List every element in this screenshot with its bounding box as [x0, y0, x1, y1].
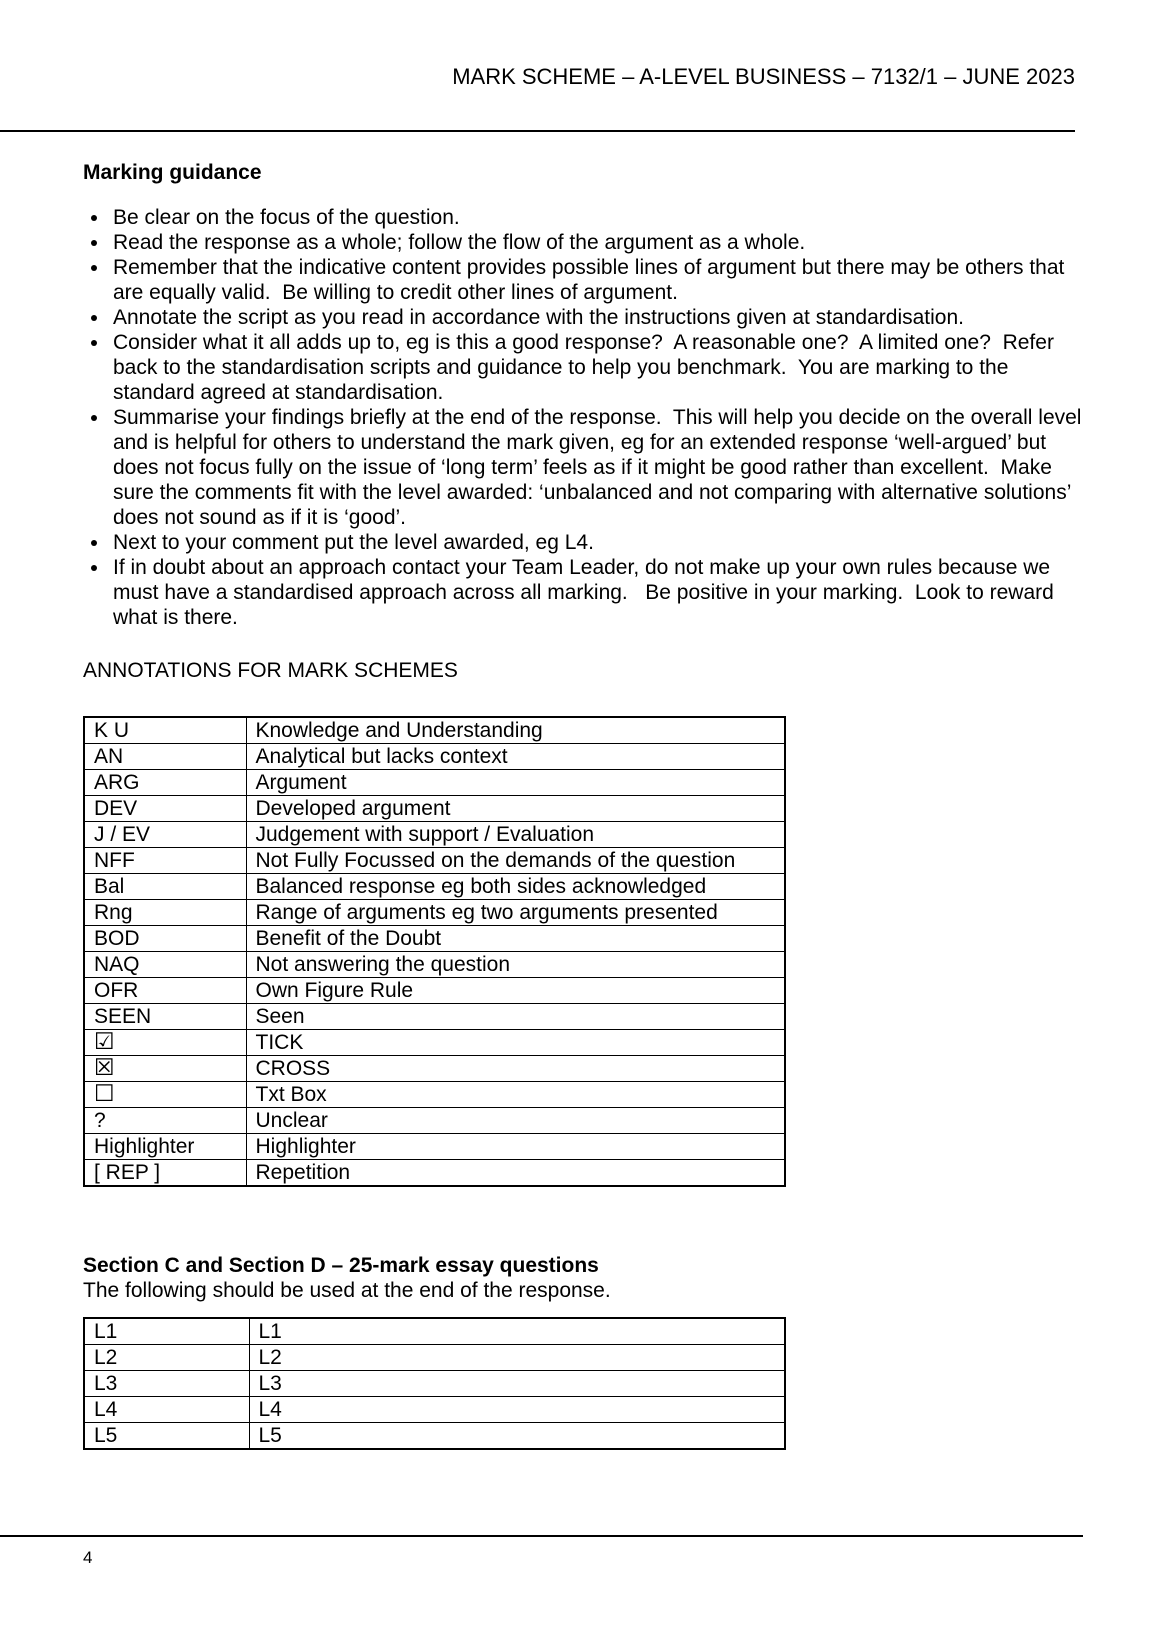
table-row: [84, 1318, 785, 1345]
level-code-cell: L1: [84, 1318, 249, 1345]
annotation-code-cell: Rng: [84, 900, 246, 926]
annotation-code-cell: K U: [84, 717, 246, 744]
annotation-code-cell: J / EV: [84, 822, 246, 848]
table-row: [84, 978, 785, 1004]
level-meaning-cell: L2: [249, 1345, 785, 1371]
annotation-meaning-cell: Highlighter: [246, 1134, 785, 1160]
annotations-heading: ANNOTATIONS FOR MARK SCHEMES: [83, 659, 458, 682]
annotation-code-cell: OFR: [84, 978, 246, 1004]
level-code-cell: L2: [84, 1345, 249, 1371]
annotation-code-cell: SEEN: [84, 1004, 246, 1030]
tick-checkbox-icon: ☑: [84, 1030, 246, 1056]
annotation-meaning-cell: Analytical but lacks context: [246, 744, 785, 770]
marking-guidance-heading: Marking guidance: [83, 161, 262, 184]
list-item: • Consider what it all adds up to, eg is this a good response? A reasonable one? A limited one? Refer back to the standardisation scripts and guidance to help you benchmark. You are marking to the standard agreed at standardisation.: [110, 330, 1083, 405]
annotation-code-cell: NFF: [84, 848, 246, 874]
section-cd-heading: Section C and Section D – 25-mark essay questions: [83, 1254, 599, 1277]
level-meaning-cell: L5: [249, 1423, 785, 1450]
table-row: [84, 1108, 785, 1134]
table-row: [84, 770, 785, 796]
empty-box-icon: ☐: [84, 1082, 246, 1108]
annotation-code-cell: BOD: [84, 926, 246, 952]
table-row: [84, 874, 785, 900]
annotation-code-cell: ?: [84, 1108, 246, 1134]
list-item: • Next to your comment put the level awarded, eg L4.: [110, 530, 1083, 555]
page-number: 4: [83, 1548, 93, 1567]
cross-checkbox-icon: ☒: [84, 1056, 246, 1082]
table-row: [84, 822, 785, 848]
annotation-meaning-cell: Not Fully Focussed on the demands of the question: [246, 848, 785, 874]
table-row: [84, 1004, 785, 1030]
annotation-meaning-cell: Argument: [246, 770, 785, 796]
annotations-table: [83, 716, 786, 1187]
table-row: [84, 1423, 785, 1450]
table-row: [84, 1345, 785, 1371]
annotation-code-cell: ARG: [84, 770, 246, 796]
annotation-meaning-cell: Seen: [246, 1004, 785, 1030]
footer-divider: [0, 1535, 1083, 1537]
annotation-meaning-cell: Range of arguments eg two arguments presented: [246, 900, 785, 926]
annotation-meaning-cell: Not answering the question: [246, 952, 785, 978]
table-row: [84, 1030, 785, 1056]
table-row: [84, 1160, 785, 1187]
table-row: [84, 1371, 785, 1397]
table-row: [84, 744, 785, 770]
annotation-meaning-cell: Own Figure Rule: [246, 978, 785, 1004]
header-divider: [0, 130, 1075, 132]
table-row: [84, 848, 785, 874]
annotation-code-cell: AN: [84, 744, 246, 770]
list-item: • Annotate the script as you read in accordance with the instructions given at standardisation.: [110, 305, 1083, 330]
annotation-meaning-cell: Balanced response eg both sides acknowledged: [246, 874, 785, 900]
level-code-cell: L3: [84, 1371, 249, 1397]
annotation-code-cell: Highlighter: [84, 1134, 246, 1160]
table-row: [84, 1397, 785, 1423]
list-item: • Remember that the indicative content provides possible lines of argument but there may be others that are equally valid. Be willing to credit other lines of argument.: [110, 255, 1083, 305]
table-row: [84, 717, 785, 744]
annotation-meaning-cell: Developed argument: [246, 796, 785, 822]
levels-table: [83, 1317, 786, 1450]
list-item: • Summarise your findings briefly at the end of the response. This will help you decide on the overall level and is helpful for others to understand the mark given, eg for an extended response ‘well-argued’ but does not focus fully on the issue of ‘long term’ feels as if it might be good rather than excellent. Make sure the comments fit with the level awarded: ‘unbalanced and not comparing with alternative solutions’ does not sound as if it is ‘good’.: [110, 405, 1083, 530]
list-item: • If in doubt about an approach contact your Team Leader, do not make up your own rules because we must have a standardised approach across all marking. Be positive in your marking. Look to reward what is there.: [110, 555, 1083, 630]
annotation-code-cell: DEV: [84, 796, 246, 822]
level-meaning-cell: L1: [249, 1318, 785, 1345]
annotation-meaning-cell: Judgement with support / Evaluation: [246, 822, 785, 848]
annotation-meaning-cell: Unclear: [246, 1108, 785, 1134]
annotation-meaning-cell: Knowledge and Understanding: [246, 717, 785, 744]
table-row: [84, 900, 785, 926]
annotation-meaning-cell: TICK: [246, 1030, 785, 1056]
section-cd-subtext: The following should be used at the end of the response.: [83, 1279, 611, 1302]
table-row: [84, 926, 785, 952]
level-meaning-cell: L4: [249, 1397, 785, 1423]
table-row: [84, 1134, 785, 1160]
table-row: [84, 1056, 785, 1082]
page-header-title: MARK SCHEME – A-LEVEL BUSINESS – 7132/1 – JUNE 2023: [452, 64, 1075, 89]
list-item: • Read the response as a whole; follow the flow of the argument as a whole.: [110, 230, 1083, 255]
annotation-meaning-cell: Repetition: [246, 1160, 785, 1187]
annotation-meaning-cell: CROSS: [246, 1056, 785, 1082]
annotation-code-cell: [ REP ]: [84, 1160, 246, 1187]
annotation-meaning-cell: Benefit of the Doubt: [246, 926, 785, 952]
level-meaning-cell: L3: [249, 1371, 785, 1397]
annotation-code-cell: Bal: [84, 874, 246, 900]
level-code-cell: L4: [84, 1397, 249, 1423]
table-row: [84, 1082, 785, 1108]
table-row: [84, 796, 785, 822]
table-row: [84, 952, 785, 978]
list-item: • Be clear on the focus of the question.: [110, 205, 1083, 230]
annotation-meaning-cell: Txt Box: [246, 1082, 785, 1108]
annotation-code-cell: NAQ: [84, 952, 246, 978]
level-code-cell: L5: [84, 1423, 249, 1450]
marking-guidance-list: [83, 205, 1088, 630]
page-content: [83, 160, 1088, 1450]
